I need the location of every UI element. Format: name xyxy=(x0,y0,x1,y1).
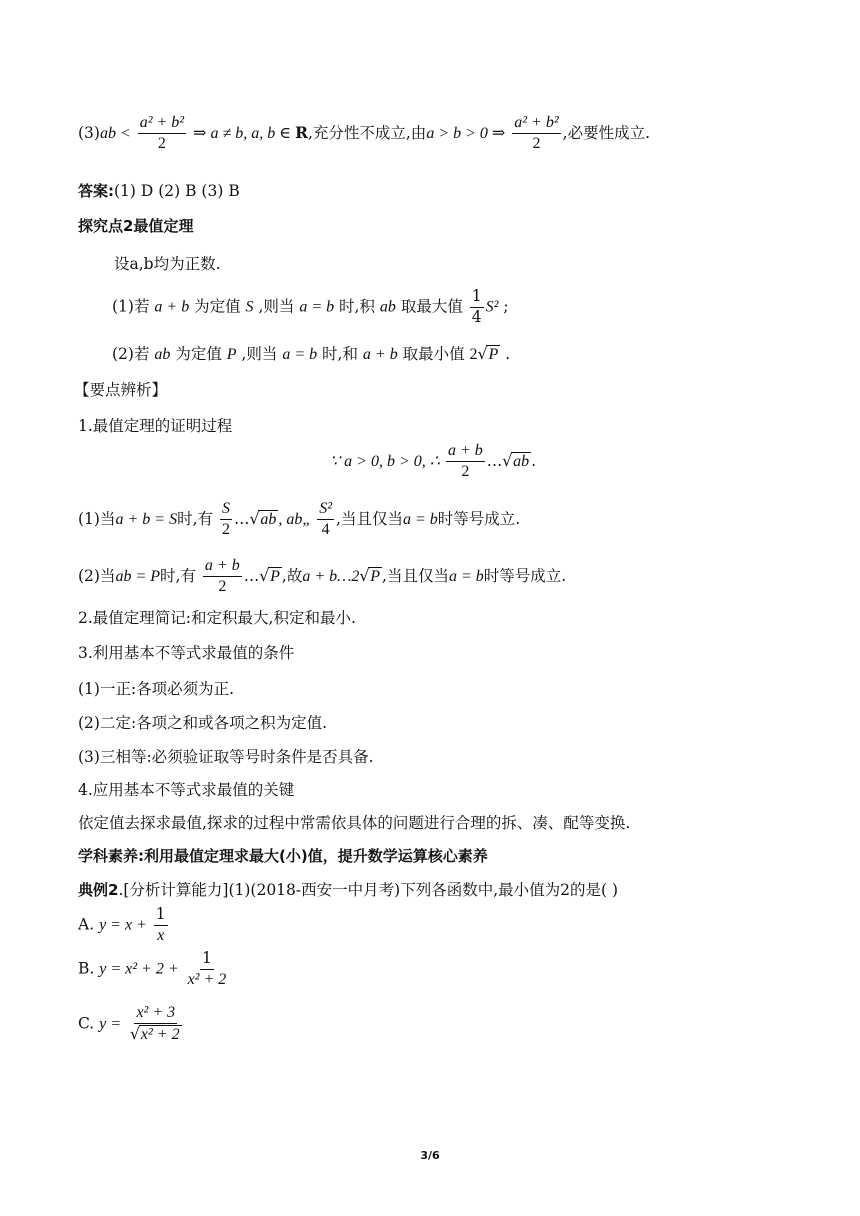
solution-line-3: (3)ab < $\frac{\text{a² + b²}}{2}$ ⇒ a ≠ b, a, b ∈ R,充分性不成立,由a > b > 0 ⇒ $\frac{\text{a² + b²}}{2}$ ,必要性成立. xyxy=(78,114,650,153)
fraction: $\frac{\text{a² + b²}}{2}$ xyxy=(139,114,185,153)
page-number: 3/6 xyxy=(420,1149,440,1162)
point-1-title: 1.最值定理的证明过程 xyxy=(78,417,233,435)
fraction: $\frac{1}{4}$ xyxy=(471,287,482,326)
example-2: 典例2.[分析计算能力](1)(2018-西安一中月考)下列各函数中,最小值为2的是( ) xyxy=(78,881,619,899)
intro-text: 设a,b均为正数. xyxy=(114,255,221,273)
radical-sign: √ xyxy=(259,566,270,585)
point-4-title: 4.应用基本不等式求最值的关键 xyxy=(78,781,295,799)
fraction: $\frac{a + b}{2}$ xyxy=(447,442,483,481)
fraction: $\frac{1}{x}$ xyxy=(155,905,166,944)
literacy-heading: 学科素养:利用最值定理求最大(小)值，提升数学运算核心素养 xyxy=(78,847,488,865)
option-b: B. y = x² + 2 + $\frac{1}{\text{x² + 2}}$ xyxy=(78,949,227,988)
condition-1: (1)一正:各项必须为正. xyxy=(78,680,235,698)
fraction: $\frac{\text{a² + b²}}{2}$ xyxy=(514,114,559,153)
point-4-body: 依定值去探求最值,探求的过程中常需依具体的问题进行合理的拆、凑、配等变换. xyxy=(78,814,631,832)
point-2: 2.最值定理简记:和定积最大,积定和最小. xyxy=(78,609,356,627)
option-c: C. y = $\frac{\text{x² + 3}}{\text{√x² + 2}}$ xyxy=(78,1004,186,1045)
radical-sign: √ xyxy=(249,509,260,528)
radical-sign: √ xyxy=(477,345,488,363)
case-1: (1)当a + b = S时,有 $\frac{S}{2}$ …√ab , ab„ $\frac{\text{S²}}{4}$ ,当且仅当a = b时等号成立. xyxy=(78,500,521,539)
fraction: $\frac{a + b}{2}$ xyxy=(204,557,240,596)
fraction: $\frac{1}{\text{x² + 2}}$ xyxy=(187,949,227,988)
radical-sign: √ xyxy=(130,1025,140,1044)
radical-sign: √ xyxy=(359,566,370,585)
radical-sign: √ xyxy=(502,451,513,470)
answer-line: 答案:(1) D (2) B (3) B xyxy=(78,182,240,200)
section-heading: 探究点2最值定理 xyxy=(78,217,194,235)
fraction: $\frac{S}{2}$ xyxy=(221,500,230,539)
key-points-heading: 【要点辨析】 xyxy=(74,381,168,399)
option-a: A. y = x + $\frac{1}{x}$ xyxy=(78,905,166,944)
point-3-title: 3.利用基本不等式求最值的条件 xyxy=(78,644,295,662)
theorem-2: (2)若 ab 为定值 P ,则当 a = b 时,和 a + b 取最小值 2√P . xyxy=(112,345,511,363)
fraction: $\frac{\text{S²}}{4}$ xyxy=(319,500,333,539)
condition-3: (3)三相等:必须验证取等号时条件是否具备. xyxy=(78,748,374,766)
proof-line: ∵ a > 0, b > 0, ∴ $\frac{a + b}{2}$ …√ab . xyxy=(330,442,537,481)
case-2: (2)当ab = P时,有 $\frac{a + b}{2}$ …√P ,故a + b…2√P ,当且仅当a = b时等号成立. xyxy=(78,557,567,596)
condition-2: (2)二定:各项之和或各项之积为定值. xyxy=(78,714,328,732)
theorem-1: (1)若 a + b 为定值 S ,则当 a = b 时,积 ab 取最大值 $\frac{1}{4}$ S² ; xyxy=(112,287,509,326)
fraction: $\frac{\text{x² + 3}}{\text{√x² + 2}}$ xyxy=(130,1004,180,1044)
